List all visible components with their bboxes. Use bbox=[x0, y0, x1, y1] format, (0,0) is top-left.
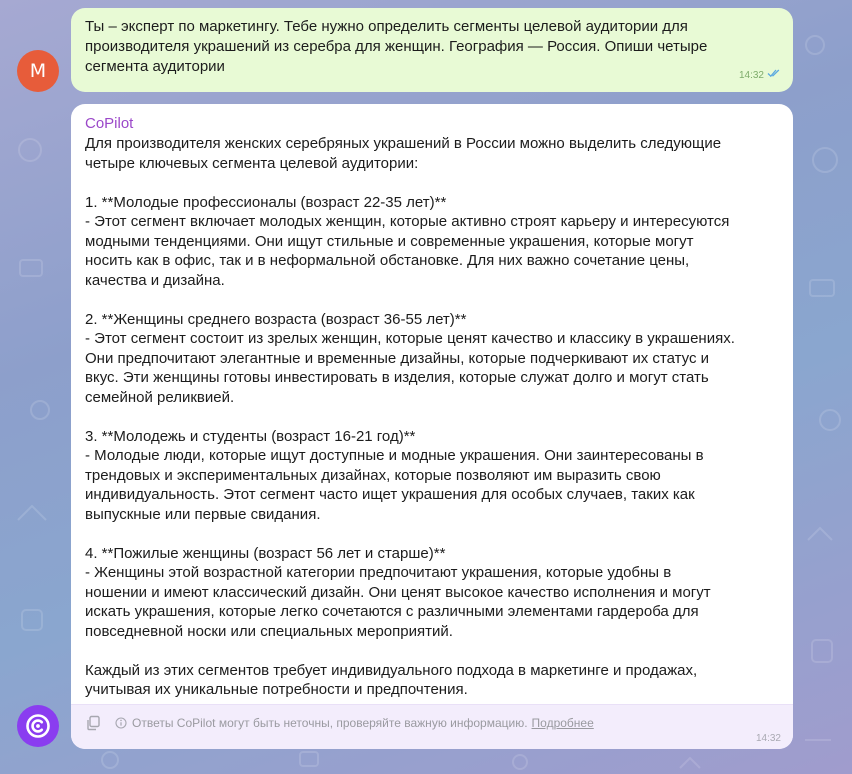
segment-heading: 1. **Молодые профессионалы (возраст 22-35 лет)** bbox=[85, 193, 447, 211]
message-line: выпускные или первые свидания. bbox=[85, 505, 321, 523]
segment-4-paragraph bbox=[85, 544, 779, 642]
message-line: семейной реликвией. bbox=[85, 388, 235, 406]
user-message-line: производителя украшений из серебра для женщин. География — Россия. Опиши четыре bbox=[85, 38, 708, 55]
segment-1-paragraph bbox=[85, 193, 779, 291]
segment-2-paragraph bbox=[85, 310, 779, 408]
user-message-line: Ты – эксперт по маркетингу. Тебе нужно определить сегменты целевой аудитории для bbox=[85, 18, 688, 35]
message-line: - Этот сегмент состоит из зрелых женщин, которые ценят качество и классику в украшениях. bbox=[85, 330, 735, 347]
segment-heading: 3. **Молодежь и студенты (возраст 16-21 год)** bbox=[85, 427, 416, 445]
disclaimer-text: Ответы CoPilot могут быть неточны, проверяйте важную информацию. bbox=[132, 716, 528, 730]
message-line: - Женщины этой возрастной категории предпочитают украшения, которые удобны в bbox=[85, 564, 672, 581]
message-line: повседневной носки или специальных мероприятий. bbox=[85, 622, 453, 640]
message-line: носить как в офис, так и в неформальной обстановке. Для них важно сочетание цены, bbox=[85, 252, 690, 269]
user-avatar-letter: M bbox=[29, 60, 47, 82]
conclusion-paragraph bbox=[85, 661, 779, 700]
copy-icon[interactable] bbox=[85, 715, 101, 731]
user-message-meta bbox=[739, 66, 781, 86]
message-line: учитывая их уникальные потребности и предпочтения. bbox=[85, 681, 468, 698]
message-line: модными тенденциями. Они ищут стильные и современные украшения, которые могут bbox=[85, 232, 694, 250]
message-line: ношении и имеют классический дизайн. Они ценят высокое качество исполнения и могут bbox=[85, 583, 711, 601]
user-message-text bbox=[85, 17, 779, 77]
message-line: Они предпочитают элегантные и временные дизайны, которые подчеркивают их статус и bbox=[85, 349, 710, 367]
segment-heading: 4. **Пожилые женщины (возраст 56 лет и старше)** bbox=[85, 544, 446, 562]
copilot-logo-icon[interactable] bbox=[17, 705, 59, 747]
sender-name: CoPilot bbox=[85, 115, 134, 132]
message-line: Для производителя женских серебряных украшений в России можно выделить следующие bbox=[85, 135, 722, 152]
message-line: Каждый из этих сегментов требует индивидуального подхода в маркетинге и продажах, bbox=[85, 661, 698, 679]
intro-paragraph bbox=[85, 134, 779, 173]
user-avatar[interactable] bbox=[17, 50, 59, 92]
user-message-line: сегмента аудитории bbox=[85, 58, 225, 75]
message-line: трендовых и экспериментальных дизайнах, которые позволяют им выразить свою bbox=[85, 466, 661, 484]
bot-message-bubble[interactable] bbox=[71, 104, 793, 749]
message-line: - Молодые люди, которые ищут доступные и модные украшения. Они заинтересованы в bbox=[85, 447, 704, 464]
message-line: - Этот сегмент включает молодых женщин, которые активно строят карьеру и интересуются bbox=[85, 213, 730, 230]
message-line: качества и дизайна. bbox=[85, 271, 225, 289]
disclaimer-footer bbox=[71, 704, 793, 749]
message-line: искать украшения, которые легко сочетаются с различными элементами гардероба для bbox=[85, 603, 699, 620]
info-icon bbox=[115, 717, 127, 729]
segment-3-paragraph bbox=[85, 427, 779, 525]
user-message-time: 14:32 bbox=[738, 70, 764, 81]
segment-heading: 2. **Женщины среднего возраста (возраст 36-55 лет)** bbox=[85, 310, 467, 328]
bot-message-time: 14:32 bbox=[755, 733, 781, 744]
user-message-bubble[interactable] bbox=[71, 8, 793, 92]
message-line: вкус. Эти женщины готовы инвестировать в изделия, которые служат долго и могут стать bbox=[85, 369, 709, 386]
learn-more-link[interactable]: Подробнее bbox=[531, 716, 594, 730]
message-line: четыре ключевых сегмента целевой аудитории: bbox=[85, 154, 419, 172]
message-line: индивидуальность. Этот сегмент часто ищет украшения для особых случаев, таких как bbox=[85, 486, 695, 503]
double-check-icon bbox=[767, 66, 781, 86]
